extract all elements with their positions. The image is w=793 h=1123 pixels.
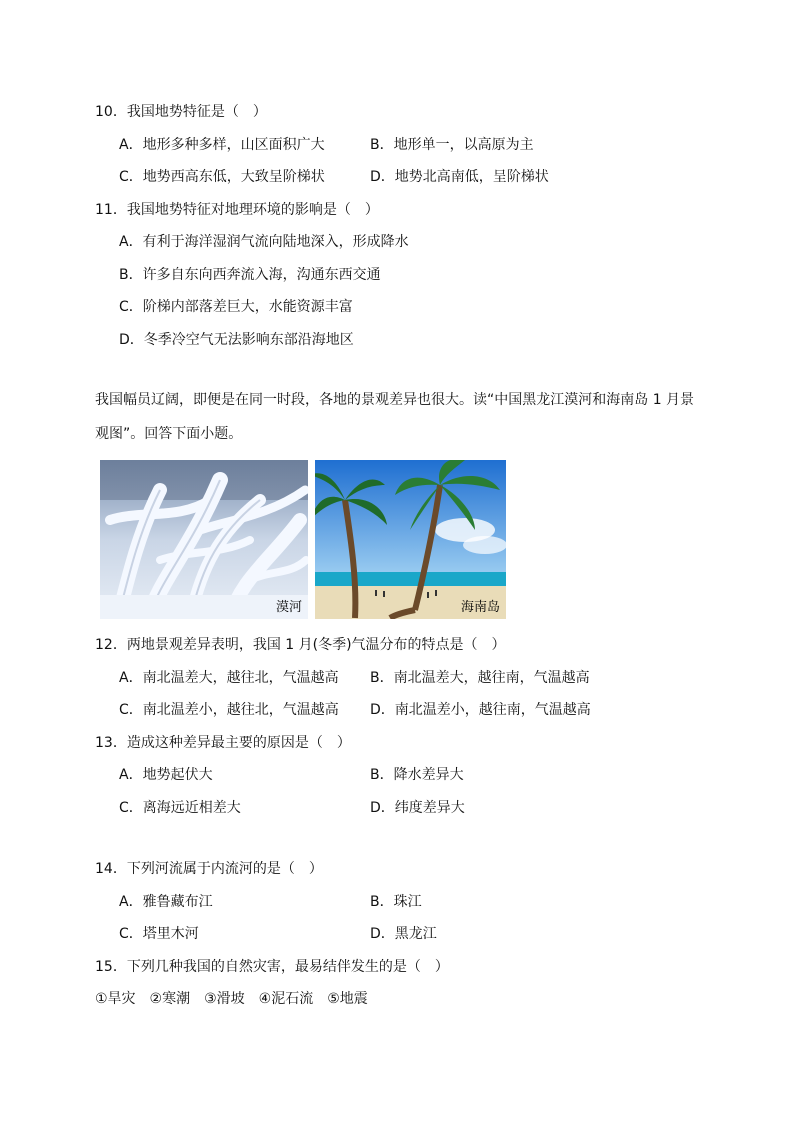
q12-option-b: B．南北温差大，越往南，气温越高 [370,670,590,686]
q13-option-c: C．离海远近相差大 [119,800,241,816]
q10-option-c: C．地势西高东低，大致呈阶梯状 [119,169,325,185]
q13-option-d: D．纬度差异大 [370,800,465,816]
q15-items: ①旱灾 ②寒潮 ③滑坡 ④泥石流 ⑤地震 [95,991,368,1007]
q10-option-b: B．地形单一，以高原为主 [370,137,534,153]
intro-line-2: 观图”。回答下面小题。 [95,426,243,442]
q15-stem: 15．下列几种我国的自然灾害，最易结伴发生的是（ ） [95,959,449,975]
q11-stem: 11．我国地势特征对地理环境的影响是（ ） [95,202,379,218]
q14-option-c: C．塔里木河 [119,926,199,942]
q14-stem: 14．下列河流属于内流河的是（ ） [95,861,323,877]
mohe-photo [100,460,308,619]
q11-option-a: A．有利于海洋湿润气流向陆地深入，形成降水 [119,234,409,250]
q14-option-a: A．雅鲁藏布江 [119,894,213,910]
hainan-photo [315,460,506,619]
q12-option-c: C．南北温差小，越往北，气温越高 [119,702,339,718]
q13-stem: 13．造成这种差异最主要的原因是（ ） [95,735,351,751]
q11-option-b: B．许多自东向西奔流入海，沟通东西交通 [119,267,381,283]
q14-option-d: D．黑龙江 [370,926,437,942]
q10-option-a: A．地形多种多样，山区面积广大 [119,137,325,153]
q12-stem: 12．两地景观差异表明，我国 1 月(冬季)气温分布的特点是（ ） [95,637,506,653]
q11-option-c: C．阶梯内部落差巨大，水能资源丰富 [119,299,353,315]
q13-option-a: A．地势起伏大 [119,767,213,783]
q11-option-d: D．冬季冷空气无法影响东部沿海地区 [119,332,354,348]
q10-stem: 10．我国地势特征是（ ） [95,104,267,120]
mohe-label: 漠河 [275,600,302,615]
q13-option-b: B．降水差异大 [370,767,464,783]
q12-option-d: D．南北温差小，越往南，气温越高 [370,702,591,718]
intro-line-1: 我国幅员辽阔，即便是在同一时段，各地的景观差异也很大。读“中国黑龙江漠河和海南岛 1 月景 [95,392,695,408]
q12-option-a: A．南北温差大，越往北，气温越高 [119,670,339,686]
hainan-label: 海南岛 [460,600,500,615]
q10-option-d: D．地势北高南低，呈阶梯状 [370,169,549,185]
q14-option-b: B．珠江 [370,894,422,910]
